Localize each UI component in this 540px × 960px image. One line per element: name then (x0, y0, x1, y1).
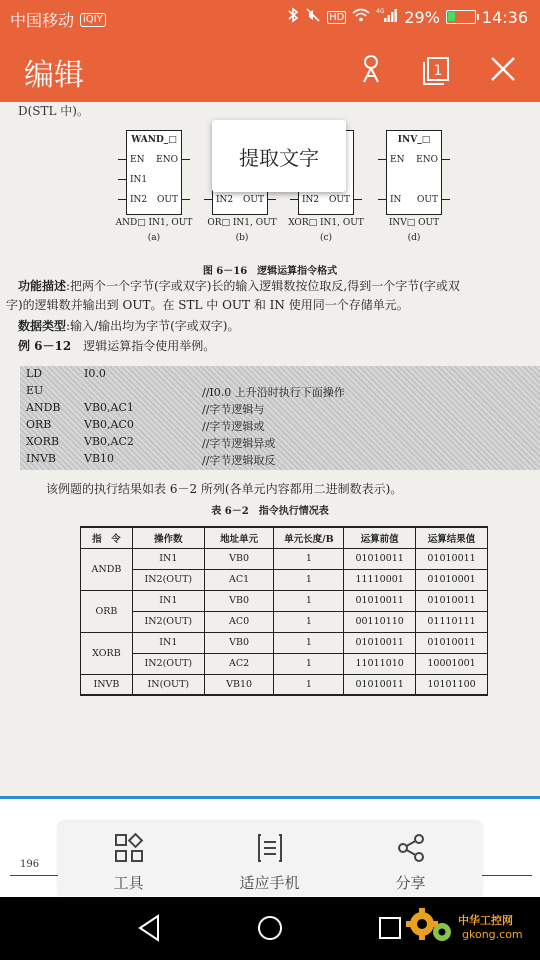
code-arg: VB0,AC0 (84, 418, 134, 431)
pin-label: EN (390, 155, 405, 165)
home-icon[interactable] (254, 912, 286, 944)
block-sub-label: (c) (319, 233, 333, 243)
pin-lead (204, 199, 212, 200)
example-label: 例 6－12 (18, 339, 72, 353)
bluetooth-icon (287, 7, 299, 27)
execution-table (80, 526, 488, 696)
table-cell: VB0 (204, 632, 274, 653)
pin-lead (118, 199, 126, 200)
code-arg: VB0,AC2 (84, 435, 134, 448)
pin-label: ENO (416, 155, 438, 165)
bottom-toolbar (58, 822, 482, 896)
extract-text-popup[interactable]: 提取文字 (212, 120, 346, 192)
table-cell: IN1 (132, 548, 204, 569)
pin-lead (182, 199, 190, 200)
page-count-label: 1 (433, 63, 443, 79)
table-cell: 01010011 (416, 632, 488, 653)
table-cell: ANDB (81, 548, 133, 590)
document-top-line: D(STL 中)。 (18, 104, 89, 118)
function-block-wand (126, 130, 182, 215)
battery-icon (446, 10, 476, 24)
block-sub-label: (a) (147, 233, 161, 243)
table-cell: 1 (274, 653, 344, 674)
table-cell: AC2 (204, 653, 274, 674)
pin-label: OUT (243, 195, 264, 205)
data-type-line (18, 317, 538, 336)
table-header: 操作数 (132, 527, 204, 548)
table-row (81, 674, 488, 695)
table-row (81, 569, 488, 590)
pin-lead (354, 199, 362, 200)
table-header: 运算前值 (344, 527, 416, 548)
table-row (81, 590, 488, 611)
block-caption: AND□ IN1, OUT (115, 218, 193, 228)
page-number: 196 (20, 859, 40, 870)
code-arg: I0.0 (84, 367, 106, 380)
pin-label: IN2 (130, 195, 148, 205)
network-type-label: 4G (376, 8, 385, 15)
pin-lead (118, 179, 126, 180)
share-icon (395, 832, 427, 864)
wifi-icon (352, 8, 370, 26)
table-cell: 01010011 (416, 548, 488, 569)
block-caption: OR□ IN1, OUT (207, 218, 277, 228)
pin-lead (442, 159, 450, 160)
code-comment: //I0.0 上升沿时执行下面操作 (202, 386, 345, 399)
signal-icon (376, 7, 398, 27)
code-comment: //字节逻辑异或 (202, 437, 276, 450)
table-cell: 11110001 (344, 569, 416, 590)
block-name: INV_□ (397, 135, 431, 145)
pin-label: EN (130, 155, 145, 165)
pin-label: ENO (156, 155, 178, 165)
fit-phone-label: 适应手机 (239, 874, 300, 892)
share-button[interactable] (340, 822, 481, 896)
block-sub-label: (d) (407, 233, 421, 243)
app-bar (0, 36, 540, 102)
code-arg: VB10 (84, 452, 115, 465)
description-line-1 (18, 277, 538, 296)
close-icon[interactable] (486, 52, 520, 86)
pin-lead (182, 159, 190, 160)
pin-label: IN2 (216, 195, 234, 205)
block-sub-label: (b) (235, 233, 249, 243)
table-cell: 10001001 (416, 653, 488, 674)
table-cell: 01010011 (344, 548, 416, 569)
table-caption: 表 6－2 指令执行情况表 (211, 506, 329, 517)
figure-caption: 图 6－16 逻辑运算指令格式 (202, 266, 338, 277)
data-type-label: 数据类型 (18, 319, 67, 333)
pin-label: IN1 (130, 175, 148, 185)
code-comment: //字节逻辑或 (202, 420, 265, 433)
pin-lead (378, 199, 386, 200)
gkong-watermark (404, 902, 534, 952)
pin-lead (118, 159, 126, 160)
table-cell: 01110111 (416, 611, 488, 632)
pin-label: IN (390, 195, 402, 205)
share-label: 分享 (395, 874, 426, 892)
code-op: ORB (26, 418, 52, 431)
code-arg: VB0,AC1 (84, 401, 134, 414)
pin-label: OUT (157, 195, 178, 205)
code-op: XORB (26, 435, 60, 448)
table-cell: 1 (274, 569, 344, 590)
table-header: 单元长度/B (274, 527, 344, 548)
table-row (81, 653, 488, 674)
hd-icon: HD (329, 11, 345, 23)
person-icon[interactable] (354, 52, 388, 86)
table-cell: 10101100 (416, 674, 488, 695)
pin-label: OUT (417, 195, 438, 205)
table-cell: 1 (274, 611, 344, 632)
table-cell: 1 (274, 632, 344, 653)
footer-rule (482, 875, 532, 876)
table-header: 地址单元 (204, 527, 274, 548)
function-block-inv (386, 130, 442, 215)
example-text: 逻辑运算指令使用举例。 (83, 339, 216, 353)
table-cell: IN(OUT) (132, 674, 204, 695)
document-view[interactable] (0, 102, 540, 797)
clock: 14:36 (481, 7, 528, 27)
table-row (81, 548, 488, 569)
table-cell: VB0 (204, 590, 274, 611)
table-cell: 1 (274, 674, 344, 695)
recents-icon[interactable] (374, 912, 406, 944)
table-cell: 01010011 (416, 590, 488, 611)
fit-phone-icon (254, 832, 286, 864)
table-cell: 01010011 (344, 632, 416, 653)
page-title: 编辑 (24, 58, 84, 93)
pin-lead (378, 159, 386, 160)
table-cell: 1 (274, 548, 344, 569)
tools-button[interactable] (58, 822, 199, 896)
table-cell: VB0 (204, 548, 274, 569)
code-op: ANDB (26, 401, 61, 414)
code-comment: //字节逻辑与 (202, 403, 265, 416)
pin-lead (442, 199, 450, 200)
code-op: EU (26, 384, 44, 397)
gear-logo-icon (404, 902, 456, 950)
pin-lead (268, 199, 276, 200)
status-bar (0, 0, 540, 36)
table-row (81, 632, 488, 653)
code-comment: //字节逻辑取反 (202, 454, 276, 467)
watermark-name: 中华工控网 (458, 914, 513, 927)
table-cell: IN2(OUT) (132, 569, 204, 590)
table-header-row (81, 527, 488, 548)
page-count-icon[interactable] (420, 52, 454, 86)
table-header: 指 令 (81, 527, 133, 548)
table-cell: 01010011 (344, 590, 416, 611)
tools-icon (113, 832, 145, 864)
iqiyi-icon: iQIY (80, 13, 106, 27)
table-cell: XORB (81, 632, 133, 674)
table-cell: 00110110 (344, 611, 416, 632)
example-line (18, 337, 538, 356)
table-cell: 11011010 (344, 653, 416, 674)
mute-icon (305, 7, 321, 27)
block-caption: INV□ OUT (388, 218, 440, 228)
code-op: LD (26, 367, 43, 380)
pin-lead (290, 199, 298, 200)
carrier-name: 中国移动 (10, 11, 75, 30)
description-label: 功能描述 (18, 279, 67, 293)
table-cell: 1 (274, 590, 344, 611)
block-name: WAND_□ (131, 135, 177, 145)
table-cell: AC0 (204, 611, 274, 632)
watermark-url: gkong.com (462, 928, 523, 941)
back-icon[interactable] (134, 912, 166, 944)
table-cell: INVB (81, 674, 133, 695)
table-header: 运算结果值 (416, 527, 488, 548)
battery-fill (448, 12, 455, 21)
table-row (81, 611, 488, 632)
table-cell: 01010001 (416, 569, 488, 590)
table-cell: 01010011 (344, 674, 416, 695)
fit-phone-button[interactable] (199, 822, 340, 896)
table-cell: ORB (81, 590, 133, 632)
description-text: :把两个一个字节(字或双字)长的输入逻辑数按位取反,得到一个字节(字或双 (66, 279, 460, 293)
table-cell: IN1 (132, 590, 204, 611)
result-text: 该例题的执行结果如表 6－2 所列(各单元内容都用二进制数表示)。 (46, 482, 403, 496)
table-cell: AC1 (204, 569, 274, 590)
pin-label: OUT (329, 195, 350, 205)
table-cell: IN2(OUT) (132, 653, 204, 674)
block-caption: XOR□ IN1, OUT (288, 218, 364, 228)
code-op: INVB (26, 452, 56, 465)
battery-percent: 29% (404, 7, 440, 27)
pin-label: IN2 (302, 195, 320, 205)
description-line-2: 字)的逻辑数并输出到 OUT。在 STL 中 OUT 和 IN 使用同一个存储单元。 (6, 298, 409, 312)
table-cell: IN2(OUT) (132, 611, 204, 632)
data-type-text: :输入/输出均为字节(字或双字)。 (66, 319, 240, 333)
footer-rule (10, 875, 58, 876)
table-cell: IN1 (132, 632, 204, 653)
table-cell: VB10 (204, 674, 274, 695)
tools-label: 工具 (113, 874, 144, 892)
